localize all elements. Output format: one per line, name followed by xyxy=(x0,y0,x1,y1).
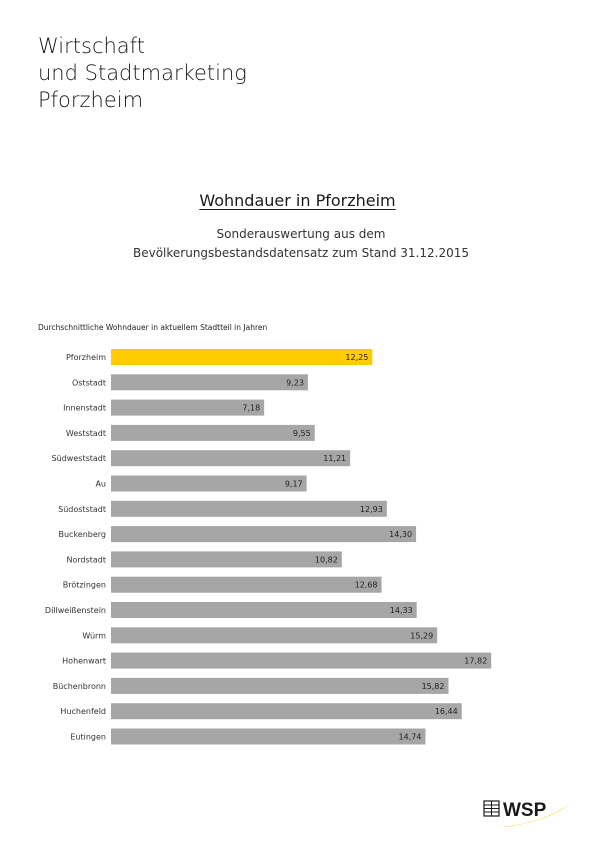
bar xyxy=(111,551,342,567)
subtitle-line-2: Bevölkerungsbestandsdatensatz zum Stand 31.12.2015 xyxy=(132,246,469,260)
category-label: Dillweißenstein xyxy=(44,606,106,615)
bar xyxy=(111,374,308,390)
value-label: 17,82 xyxy=(464,656,488,666)
org-line-3: Pforzheim xyxy=(38,88,144,112)
bar xyxy=(111,501,387,517)
category-label: Nordstadt xyxy=(66,555,106,565)
category-label: Eutingen xyxy=(70,732,106,742)
value-label: 14,33 xyxy=(389,606,413,615)
bar xyxy=(111,729,425,745)
category-label: Weststadt xyxy=(65,428,106,438)
bar xyxy=(111,526,416,542)
value-label: 14,74 xyxy=(398,732,422,742)
value-label: 15,82 xyxy=(421,681,445,691)
category-label: Südoststadt xyxy=(58,504,106,514)
logo-mark-icon xyxy=(484,801,499,816)
logo-text: WSP xyxy=(503,800,547,821)
bar xyxy=(111,602,417,618)
report-title: Wohndauer in Pforzheim xyxy=(199,191,396,210)
value-label: 10,82 xyxy=(314,555,338,565)
value-label: 15,29 xyxy=(410,631,434,641)
category-label: Pforzheim xyxy=(65,353,106,362)
bar xyxy=(111,678,448,694)
category-label: Innenstadt xyxy=(63,403,106,413)
organization-name xyxy=(38,33,247,114)
category-label: Büchenbronn xyxy=(52,681,106,691)
category-label: Südweststadt xyxy=(51,454,106,464)
org-line-2: und Stadtmarketing xyxy=(38,61,247,85)
bar xyxy=(111,627,437,643)
category-label: Hohenwart xyxy=(62,656,106,666)
subtitle-line-1: Sonderauswertung aus dem xyxy=(216,227,386,241)
value-label: 9,55 xyxy=(292,428,311,438)
bar xyxy=(111,349,372,365)
bar xyxy=(111,577,382,593)
value-label: 14,30 xyxy=(389,530,413,540)
value-label: 11,21 xyxy=(323,454,347,464)
bar xyxy=(111,703,462,719)
category-label: Würm xyxy=(82,631,106,641)
chart-title: Durchschnittliche Wohndauer in aktuellem Stadtteil in Jahren xyxy=(38,323,268,332)
value-label: 9,17 xyxy=(284,479,303,489)
bar xyxy=(111,400,264,416)
wsp-logo xyxy=(482,796,574,830)
bar xyxy=(111,653,491,669)
category-label: Oststadt xyxy=(71,378,106,388)
value-label: 12,25 xyxy=(345,353,369,362)
org-line-1: Wirtschaft xyxy=(38,34,145,58)
value-label: 7,18 xyxy=(242,403,261,413)
bar xyxy=(111,450,350,466)
value-label: 12,93 xyxy=(359,504,383,514)
category-label: Buckenberg xyxy=(58,530,106,540)
report-subtitle xyxy=(0,225,595,263)
bar xyxy=(111,425,315,441)
category-label: Au xyxy=(95,479,106,489)
value-label: 9,23 xyxy=(286,378,304,388)
value-label: 12,68 xyxy=(354,580,378,590)
category-label: Huchenfeld xyxy=(60,707,106,717)
bar-chart xyxy=(0,345,595,755)
value-label: 16,44 xyxy=(434,707,458,717)
bar xyxy=(111,476,307,492)
category-label: Brötzingen xyxy=(62,580,106,590)
